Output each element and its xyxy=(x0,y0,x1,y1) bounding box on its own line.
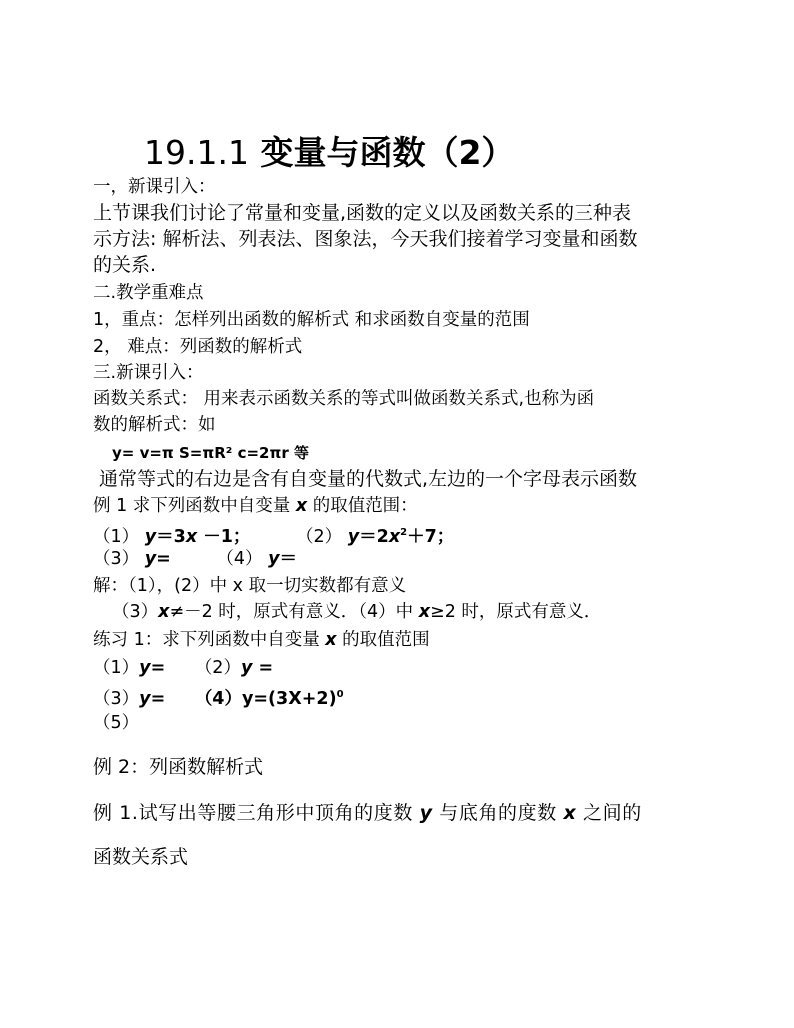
practice-row-2: $(3)y= (4)y=(3X+2)^0$ xyxy=(93,688,344,709)
item3-label: （3） xyxy=(93,549,140,569)
intro-text-1: 上节课我们讨论了常量和变量,函数的定义以及函数关系的三种表 xyxy=(93,202,632,224)
example1-items-row2: （3） y= （4） y＝ xyxy=(93,549,298,569)
item2-label: （2） xyxy=(295,526,343,547)
example2-heading: 例 2：列函数解析式 xyxy=(93,756,264,778)
definition-line-2: 数的解析式：如 xyxy=(93,415,216,435)
practice-heading: 练习 1：求下列函数中自变量 x 的取值范围 xyxy=(93,630,430,650)
title-text: 变量与函数（2） xyxy=(260,133,515,172)
page-title xyxy=(144,131,514,175)
explanation: 通常等式的右边是含有自变量的代数式,左边的一个字母表示函数 xyxy=(99,468,638,490)
new-heading: 三.新课引入： xyxy=(93,363,204,383)
var-x: x xyxy=(295,496,308,516)
key-heading: 二.教学重难点 xyxy=(93,283,204,303)
title-number: 19.1.1 xyxy=(144,133,249,172)
key-point: 1，重点：怎样列出函数的解析式 和求函数自变量的范围 xyxy=(93,310,530,330)
practice-row-3: （5） xyxy=(93,713,140,733)
solution-line-2: （3）x≠－2 时，原式有意义．（4）中 x≥2 时，原式有意义． xyxy=(112,602,602,622)
item4-label: （4） xyxy=(216,549,263,569)
intro-text-2: 示方法: 解析法、列表法、图象法，今天我们接着学习变量和函数 xyxy=(93,228,638,250)
example2-task-line-1: 例 1.试写出等腰三角形中顶角的度数 y 与底角的度数 x 之间的 xyxy=(93,802,642,824)
example2-task-line-2: 函数关系式 xyxy=(93,846,189,868)
definition-line-1: 函数关系式： 用来表示函数关系的等式叫做函数关系式,也称为函 xyxy=(93,389,595,409)
formula-line: y= v=π S=πR² c=2πr 等 xyxy=(112,444,309,462)
practice-row-1: （1）y= （2）y = xyxy=(93,658,274,678)
difficult-point: 2， 难点：列函数的解析式 xyxy=(93,337,303,357)
example1-items-row1: （1） y＝3x －1； （2） $y=2x^2+7$； xyxy=(93,526,455,547)
example1-prompt: 例 1 求下列函数中自变量 x 的取值范围： xyxy=(93,496,418,516)
solution-line-1: 解：（1），(2）中 x 取一切实数都有意义 xyxy=(93,576,407,596)
item1-label: （1） xyxy=(93,526,140,547)
intro-text-3: 的关系. xyxy=(93,254,157,276)
intro-heading: 一，新课引入： xyxy=(93,177,216,197)
